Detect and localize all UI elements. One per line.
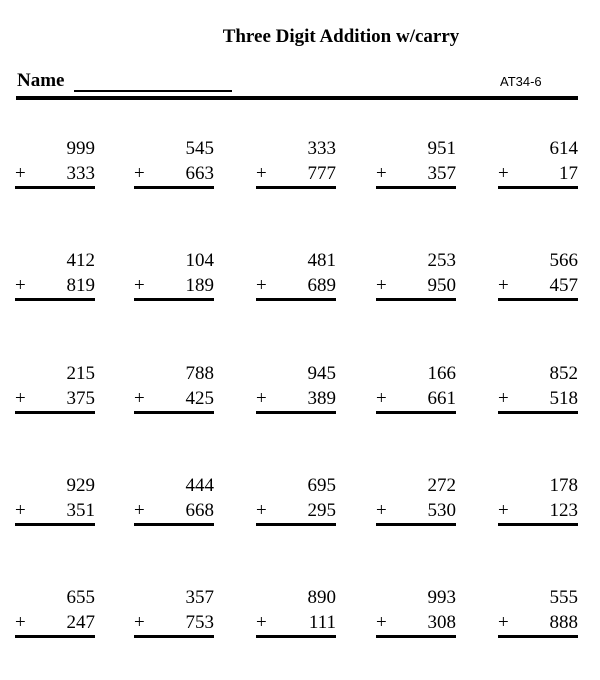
sum-underline (256, 635, 336, 638)
sum-underline (256, 523, 336, 526)
addition-problem (134, 139, 214, 199)
addend-bottom: 663 (185, 163, 214, 184)
worksheet-title: Three Digit Addition w/carry (222, 26, 460, 47)
addition-problem (498, 476, 578, 536)
plus-sign: + (376, 388, 387, 409)
addend-top: 357 (185, 587, 214, 608)
sum-underline (376, 298, 456, 301)
sum-underline (498, 298, 578, 301)
plus-sign: + (15, 612, 26, 633)
addition-problem (376, 588, 456, 648)
sum-underline (256, 298, 336, 301)
addend-top: 993 (427, 587, 456, 608)
addend-top: 999 (66, 138, 95, 159)
addend-top: 253 (427, 250, 456, 271)
addend-top: 555 (549, 587, 578, 608)
addend-top: 951 (427, 138, 456, 159)
addend-bottom: 189 (185, 275, 214, 296)
plus-sign: + (376, 163, 387, 184)
sum-underline (134, 523, 214, 526)
sum-underline (376, 635, 456, 638)
addend-bottom: 333 (66, 163, 95, 184)
plus-sign: + (15, 163, 26, 184)
plus-sign: + (498, 388, 509, 409)
addition-problem (15, 364, 95, 424)
sum-underline (376, 411, 456, 414)
addend-bottom: 295 (307, 500, 336, 521)
addition-problem (15, 251, 95, 311)
addition-problem (134, 251, 214, 311)
plus-sign: + (376, 500, 387, 521)
addend-bottom: 530 (427, 500, 456, 521)
addend-bottom: 389 (307, 388, 336, 409)
sum-underline (15, 298, 95, 301)
addend-top: 852 (549, 363, 578, 384)
addition-problem (256, 476, 336, 536)
addition-problem (15, 588, 95, 648)
addend-top: 545 (185, 138, 214, 159)
plus-sign: + (256, 500, 267, 521)
addend-top: 178 (549, 475, 578, 496)
addend-top: 788 (185, 363, 214, 384)
addend-bottom: 351 (66, 500, 95, 521)
addend-top: 655 (66, 587, 95, 608)
name-label: Name (17, 70, 65, 91)
addend-top: 444 (185, 475, 214, 496)
addend-top: 695 (307, 475, 336, 496)
addend-top: 272 (427, 475, 456, 496)
addition-problem (376, 139, 456, 199)
sum-underline (498, 635, 578, 638)
addition-problem (256, 139, 336, 199)
addition-problem (498, 251, 578, 311)
addend-bottom: 111 (308, 612, 336, 633)
addend-bottom: 247 (66, 612, 95, 633)
addend-bottom: 753 (185, 612, 214, 633)
addend-bottom: 661 (427, 388, 456, 409)
addend-bottom: 357 (427, 163, 456, 184)
plus-sign: + (376, 612, 387, 633)
addend-bottom: 689 (307, 275, 336, 296)
sum-underline (498, 186, 578, 189)
sum-underline (15, 411, 95, 414)
addend-bottom: 888 (549, 612, 578, 633)
sum-underline (15, 635, 95, 638)
plus-sign: + (134, 612, 145, 633)
plus-sign: + (498, 163, 509, 184)
plus-sign: + (15, 388, 26, 409)
sum-underline (256, 186, 336, 189)
addend-top: 166 (427, 363, 456, 384)
addend-top: 333 (307, 138, 336, 159)
plus-sign: + (15, 275, 26, 296)
sum-underline (376, 186, 456, 189)
addend-bottom: 457 (549, 275, 578, 296)
plus-sign: + (256, 388, 267, 409)
sum-underline (256, 411, 336, 414)
addend-bottom: 17 (559, 163, 578, 184)
plus-sign: + (134, 500, 145, 521)
addition-problem (256, 364, 336, 424)
plus-sign: + (498, 275, 509, 296)
plus-sign: + (134, 388, 145, 409)
plus-sign: + (498, 500, 509, 521)
sum-underline (15, 186, 95, 189)
plus-sign: + (256, 163, 267, 184)
addition-problem (376, 364, 456, 424)
addend-bottom: 123 (549, 500, 578, 521)
addend-top: 614 (549, 138, 578, 159)
addition-problem (134, 364, 214, 424)
addend-bottom: 668 (185, 500, 214, 521)
addend-bottom: 950 (427, 275, 456, 296)
addition-problem (498, 588, 578, 648)
addend-top: 929 (66, 475, 95, 496)
addition-problem (256, 588, 336, 648)
header-rule (16, 96, 578, 100)
plus-sign: + (134, 163, 145, 184)
plus-sign: + (256, 275, 267, 296)
plus-sign: + (15, 500, 26, 521)
addition-problem (498, 139, 578, 199)
addend-top: 215 (66, 363, 95, 384)
sum-underline (134, 298, 214, 301)
sum-underline (134, 186, 214, 189)
addition-problem (376, 476, 456, 536)
addend-top: 890 (307, 587, 336, 608)
addend-top: 412 (66, 250, 95, 271)
sum-underline (498, 523, 578, 526)
addition-problem (134, 476, 214, 536)
addend-top: 566 (549, 250, 578, 271)
addition-problem (498, 364, 578, 424)
addition-problem (15, 139, 95, 199)
worksheet-code: AT34-6 (500, 74, 542, 89)
addend-bottom: 819 (66, 275, 95, 296)
plus-sign: + (256, 612, 267, 633)
addition-problem (15, 476, 95, 536)
addend-top: 945 (307, 363, 336, 384)
sum-underline (376, 523, 456, 526)
addition-problem (256, 251, 336, 311)
sum-underline (134, 635, 214, 638)
addend-bottom: 777 (307, 163, 336, 184)
addend-bottom: 375 (66, 388, 95, 409)
addition-problem (134, 588, 214, 648)
addition-problem (376, 251, 456, 311)
plus-sign: + (498, 612, 509, 633)
sum-underline (498, 411, 578, 414)
addend-bottom: 518 (549, 388, 578, 409)
addend-top: 481 (307, 250, 336, 271)
plus-sign: + (376, 275, 387, 296)
addend-bottom: 308 (427, 612, 456, 633)
name-blank-line[interactable] (74, 90, 232, 92)
addend-bottom: 425 (185, 388, 214, 409)
sum-underline (134, 411, 214, 414)
plus-sign: + (134, 275, 145, 296)
sum-underline (15, 523, 95, 526)
addend-top: 104 (185, 250, 214, 271)
